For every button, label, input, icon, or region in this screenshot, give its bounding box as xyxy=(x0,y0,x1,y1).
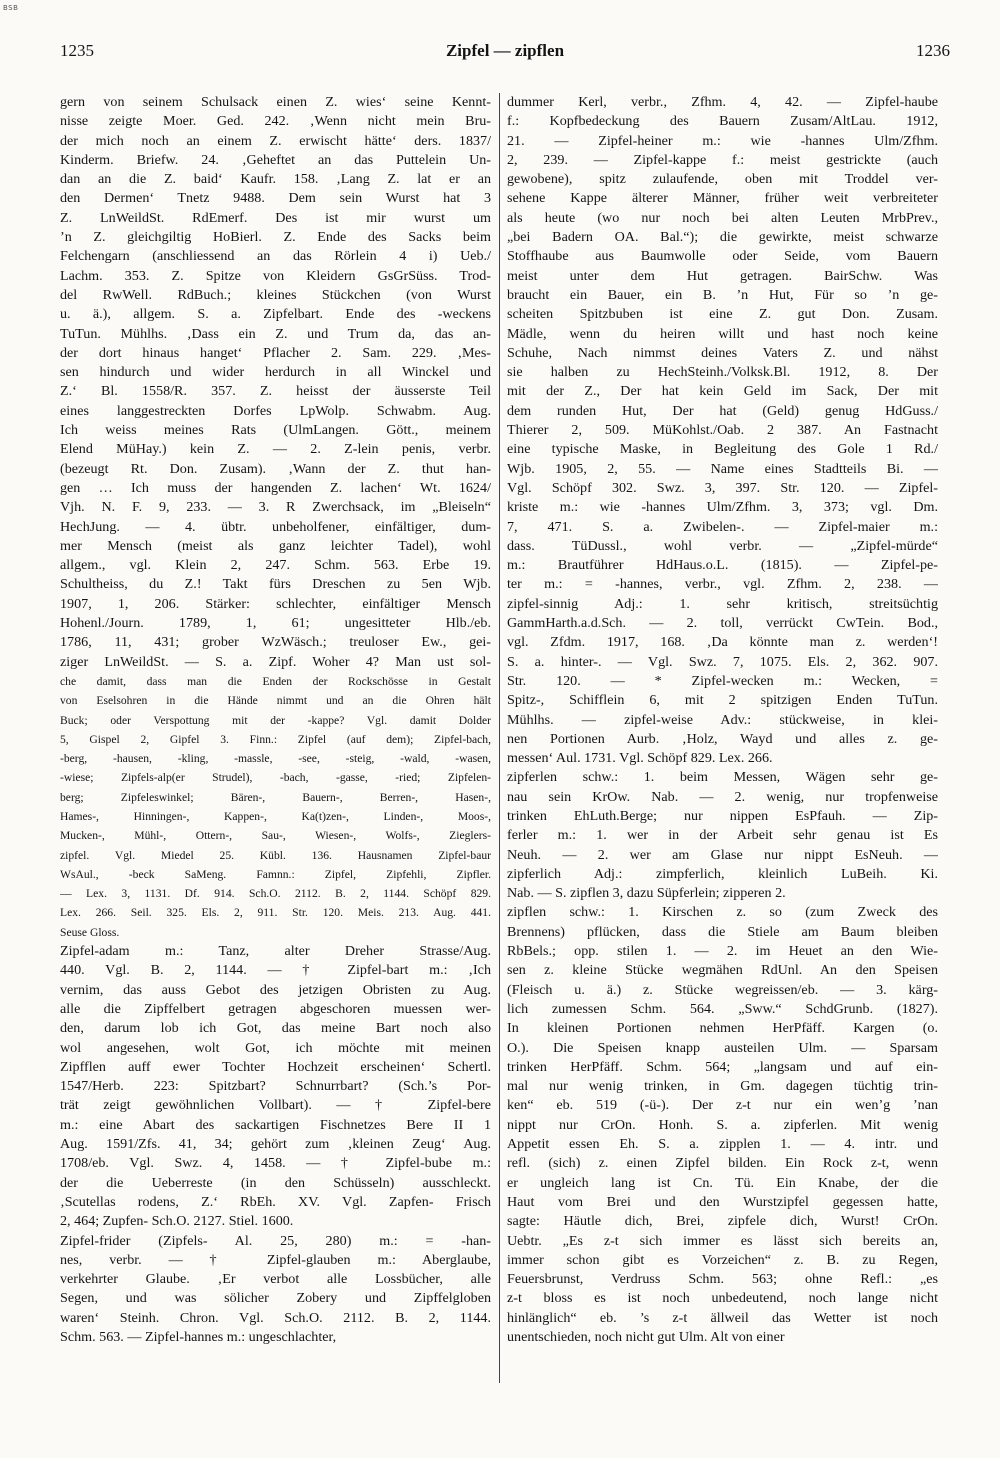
text-line: eines langgestreckten Dorfes LpWolp. Schwabm. Aug. xyxy=(60,402,491,419)
text-line: sie halben zu HechSteinh./Volksk.Bl. 1912, 8. Der xyxy=(507,364,938,381)
text-line: vernim, das auss Gebot des jetzigen Obristen zu Aug. xyxy=(60,981,491,998)
text-line: ’n Z. gleichgiltig HoBierl. Z. Ende des Sacks beim xyxy=(60,229,491,246)
text-line: Thierer 2, 509. MüKohlst./Oab. 2 387. An Fastnacht xyxy=(507,422,938,439)
text-line: 1786, 11, 431; grober WzWäsch.; treuloser Ew., gei- xyxy=(60,634,491,651)
text-line: alle die Zipffelbert getragen abgeschoren muessen wer- xyxy=(60,1000,491,1017)
text-line: den, darum lob ich Got, das meine Bart noch also xyxy=(60,1020,491,1037)
page-header xyxy=(60,41,950,67)
text-line: Elend MüHay.) kein Z. — 2. Z-lein penis, verbr. xyxy=(60,441,491,458)
text-line: dan an die Z. baid‘ Kaufr. 158. ‚Lang Z. lat er an xyxy=(60,171,491,188)
text-line: nau sein KrOw. Nab. — 2. wenig, nur tropfenweise xyxy=(507,788,938,805)
text-line: Mucken-, Mühl-, Ottern-, Sau-, Wiesen-, Wolfs-, Zieglers- xyxy=(60,829,491,843)
text-line: als heute (wo nur noch bei alten Leuten MrbPrev., xyxy=(507,209,938,226)
text-line: Str. 120. — * Zipfel-wecken m.: Wecken, = xyxy=(507,672,938,689)
text-line: zipfel. Vgl. Miedel 25. Kübl. 136. Hausnamen Zipfel-baur xyxy=(60,848,491,862)
text-line: wol angesehen, wolt Got, ich möchte mit meinen xyxy=(60,1039,491,1056)
text-line: gern von seinem Schulsack einen Z. wies‘ seine Kennt- xyxy=(60,94,491,110)
text-line: 2, 464; Zupfen- Sch.O. 2127. Stiel. 1600. xyxy=(60,1213,294,1230)
text-line: er ungleich lang ist Cn. Tü. Ein Knabe, der die xyxy=(507,1174,938,1191)
text-line: GammHarth.a.d.Sch. — 2. toll, verrückt CwTein. Bod., xyxy=(507,615,938,632)
text-line: nisse zeigte Moer. Ged. 242. ‚Wenn nicht mein Bru- xyxy=(60,113,491,130)
text-line: WsAul., -beck SaMeng. Famnn.: Zipfel, Zipfehli, Zipfler. xyxy=(60,867,491,881)
text-line: 440. Vgl. B. 2, 1144. — † Zipfel-bart m.: ‚Ich xyxy=(60,962,491,979)
text-line: Hames-, Hinningen-, Kappen-, Ka(t)zen-, Linden-, Moos-, xyxy=(60,809,491,823)
text-line: immer schon gibt es Vorzeichen“ z. B. zu Regen, xyxy=(507,1251,938,1268)
text-line: Schm. 563. — Zipfel-hannes m.: ungeschlachter, xyxy=(60,1329,337,1345)
text-line: scheiten Spitzbuben ist eine Z. gut Don. Zusam. xyxy=(507,306,938,323)
text-line: In kleinen Portionen nehmen HerPfäff. Kargen (o. xyxy=(507,1020,938,1037)
text-line: m.: Brautführer HdHaus.o.L. (1815). — Zipfel-pe- xyxy=(507,557,938,574)
text-line: zipferlich Adj.: zimpferlich, kleinlich LuBeih. Ki. xyxy=(507,865,938,882)
text-line: 1907, 1, 206. Stärker: schlechter, einfältiger Mensch xyxy=(60,595,491,612)
text-line: gewobene), spitz zulaufende, oben mit Troddel ver- xyxy=(507,171,938,188)
text-line: Z. LnWeildSt. RdEmerf. Des ist mir wurst um xyxy=(60,209,491,226)
text-line: Haut vom Brei und den Wurstzipfel gegessen hatte, xyxy=(507,1193,938,1210)
text-line: ferler m.: 1. wer in der Arbeit sehr genau ist Es xyxy=(507,827,938,844)
text-line: unentschieden, noch nicht gut Ulm. Alt von einer xyxy=(507,1329,785,1345)
text-line: vgl. Zfdm. 1917, 168. ‚Da könnte man z. werden‘! xyxy=(507,634,938,651)
text-line: der mich noch an einem Z. erwischt hätte‘ ders. 1837/ xyxy=(60,132,491,149)
text-line: trinken EhLuth.Berge; nur nippen EsPfauh. — Zip- xyxy=(507,807,938,824)
text-line: Kinderm. Briefw. 24. ‚Geheftet an das Puttelein Un- xyxy=(60,151,491,168)
text-line: Mühlhs. — zipfel-weise Adv.: stückweise, in klei- xyxy=(507,711,938,728)
text-line: braucht ein Bauer, ein B. ’n Hut, Für so ’n ge- xyxy=(507,286,938,303)
left-column xyxy=(60,93,491,1347)
text-line: TuTun. Mühlhs. ‚Dass ein Z. und Trum da, das an- xyxy=(60,325,491,342)
text-line: Feuersbrunst, Verdruss Schm. 563; ohne Refl.: „es xyxy=(507,1271,938,1288)
text-line: Aug. 1591/Zfs. 41, 34; gehört zum ‚kleinen Zeug‘ Aug. xyxy=(60,1136,491,1153)
text-line: Neuh. — 2. wer am Glase nur nippt EsNeuh. — xyxy=(507,846,938,863)
text-line: m.: eine Abart des sackartigen Fischnetzes Bere II 1 xyxy=(60,1116,491,1133)
text-line: zipfel-sinnig Adj.: 1. sehr kritisch, streitsüchtig xyxy=(507,595,938,612)
text-line: Zipfel-adam m.: Tanz, alter Dreher Strasse/Aug. xyxy=(60,943,491,960)
text-line: allgem., vgl. Klein 2, 247. Schm. 563. Erbe 19. xyxy=(60,557,491,574)
text-line: Hohenl./Journ. 1789, 1, 61; ungesitteter Hlb./eb. xyxy=(60,615,491,632)
text-line: meist unter dem Hut getragen. BairSchw. Was xyxy=(507,267,938,284)
text-line: den Dermen‘ Tnetz 9488. Dem sein Wurst hat 3 xyxy=(60,190,491,207)
text-line: Buck; oder Verspottung mit der -kappe? Vgl. damit Dolder xyxy=(60,713,491,727)
text-line: Uebtr. „Es z-t sich immer es lässt sich bereits an, xyxy=(507,1232,938,1249)
page-number-left: 1235 xyxy=(60,41,94,60)
text-line: mal nur wenig trinken, in Gm. dagegen tüchtig trin- xyxy=(507,1078,938,1095)
text-line: von Eselsohren in die Hände nimmt und an die Ohren hält xyxy=(60,694,491,708)
text-line: S. a. hinter-. — Vgl. Swz. 7, 1075. Els. 2, 362. 907. xyxy=(507,653,938,670)
text-line: Mädle, wenn du heiren willt und hast noch keine xyxy=(507,325,938,342)
text-line: dummer Kerl, verbr., Zfhm. 4, 42. — Zipfel-haube xyxy=(507,94,938,110)
text-line: u. ä.), allgem. S. a. Zipfelbart. Ende des -weckens xyxy=(60,306,491,323)
library-stamp: BSB xyxy=(3,4,19,12)
text-line: lich zumessen Schm. 564. „Sww.“ SchdGrunb. (1827). xyxy=(507,1000,938,1017)
text-line: verkehrter Glaube. ‚Er verbot alle Lossbücher, alle xyxy=(60,1271,491,1288)
text-line: RbBels.; opp. stilen 1. — 2. im Heuet an den Wie- xyxy=(507,943,938,960)
text-line: refl. (sich) z. einen Zipfel bilden. Ein Rock z-t, wenn xyxy=(507,1155,938,1172)
text-line: Seuse Gloss. xyxy=(60,925,120,939)
text-line: sen hindurch und wider herdurch in all Winckel und xyxy=(60,364,491,381)
text-line: -berg, -hausen, -kling, -massle, -see, -steig, -wald, -wasen, xyxy=(60,752,491,766)
text-line: Vgl. Schöpf 302. Swz. 3, 397. Str. 120. — Zipfel- xyxy=(507,479,938,496)
text-line: z-t bloss es ist noch unbedeutend, noch lange nicht xyxy=(507,1290,938,1307)
text-line: Segen, und was sölicher Zobery und Zipffelgloben xyxy=(60,1290,491,1307)
page-number-right: 1236 xyxy=(916,41,950,60)
text-line: berg; Zipfeleswinkel; Bären-, Bauern-, Berren-, Hasen-, xyxy=(60,790,491,804)
text-line: (Fleisch u. ä.) z. Stücke wegreissen/eb. — 3. kärg- xyxy=(507,981,938,998)
text-line: eine typische Maske, in Begleitung des Gole 1 Rd./ xyxy=(507,441,938,458)
text-line: Stoffhaube aus Baumwolle oder Seide, vom Bauern xyxy=(507,248,938,265)
text-line: gen … Ich muss der hangenden Z. lachen‘ Wt. 1624/ xyxy=(60,479,491,496)
text-line: zipferlen schw.: 1. beim Messen, Wägen sehr ge- xyxy=(507,769,938,786)
text-line: 1708/eb. Vgl. Swz. 4, 1458. — † Zipfel-bube m.: xyxy=(60,1155,491,1172)
text-line: Appetit essen Eh. S. a. zipplen 1. — 4. intr. und xyxy=(507,1136,938,1153)
text-line: Schultheiss, du Z.! Takt fürs Dreschen zu 5en Wjb. xyxy=(60,576,491,593)
text-line: Zipfel-frider (Zipfels- Al. 25, 280) m.: = -han- xyxy=(60,1232,491,1249)
text-line: nes, verbr. — † Zipfel-glauben m.: Aberglaube, xyxy=(60,1251,491,1268)
text-line: nen Portionen Aurb. ‚Holz, Wayd und alles z. ge- xyxy=(507,730,938,747)
text-line: mit der Z., Der hat kein Geld im Sack, Der mit xyxy=(507,383,938,400)
running-title: Zipfel — zipflen xyxy=(445,41,565,60)
text-line: nippt nur CrOn. Honh. S. a. zipferlen. Mit wenig xyxy=(507,1116,938,1133)
text-line: trinken HerPfäff. Schm. 564; „langsam und auf ein- xyxy=(507,1058,938,1075)
text-line: messen‘ Aul. 1731. Vgl. Schöpf 829. Lex. 266. xyxy=(507,750,773,767)
column-divider xyxy=(499,93,500,1383)
text-line: -wiese; Zipfels-alp(er Strudel), -bach, -gasse, -ried; Zipfelen- xyxy=(60,771,491,785)
text-line: f.: Kopfbedeckung des Bauern Zusam/AltLau. 1912, xyxy=(507,113,938,130)
text-line: 2, 239. — Zipfel-kappe f.: meist gestrickte (auch xyxy=(507,151,938,168)
text-line: sen z. kleine Stücke wegmähen RdUnl. An den Speisen xyxy=(507,962,938,979)
text-line: trät zeigt gewöhnlichen Vollbart). — † Zipfel-bere xyxy=(60,1097,491,1114)
text-line: 5, Gispel 2, Gipfel 3. Finn.: Zipfel (auf dem); Zipfel-bach, xyxy=(60,732,491,746)
text-line: Vjh. N. F. 9, 233. — 3. R Zwerchsack, im „Bleiseln“ xyxy=(60,499,491,516)
text-line: der die Ueberreste (in den Schüsseln) ausschleckt. xyxy=(60,1174,491,1191)
text-line: ter m.: = -hannes, verbr., vgl. Zfhm. 2, 238. — xyxy=(507,576,938,593)
text-line: Schuhe, Nach nimmst deines Vaters Z. und nähst xyxy=(507,344,938,361)
text-line: 7, 471. S. a. Zwibelen-. — Zipfel-maier m.: xyxy=(507,518,938,535)
text-line: del RwWell. RdBuch.; kleines Stückchen (von Wurst xyxy=(60,286,491,303)
text-line: dass. TüDussl., wohl verbr. — „Zipfel-mürde“ xyxy=(507,537,938,554)
text-line: — Lex. 3, 1131. Df. 914. Sch.O. 2112. B. 2, 1144. Schöpf 829. xyxy=(60,887,491,901)
text-line: ‚Scutellas rodens, Z.‘ RbEh. XV. Vgl. Zapfen- Frisch xyxy=(60,1193,491,1210)
text-line: der dort hinaus hanget‘ Pflacher 2. Sam. 229. ‚Mes- xyxy=(60,344,491,361)
text-line: sagte: Häutle dich, Brei, zipfele dich, Wurst! CrOn. xyxy=(507,1213,938,1230)
text-line: Nab. — S. zipflen 3, dazu Süpferlein; zipperen 2. xyxy=(507,885,786,902)
text-line: waren‘ Steinh. Chron. Vgl. Sch.O. 2112. B. 2, 1144. xyxy=(60,1309,491,1326)
text-line: Felchengarn (anschliessend an das Rörlein 4 i) Ueb./ xyxy=(60,248,491,265)
text-line: O.). Die Speisen knapp austeilen Ulm. — Sparsam xyxy=(507,1039,938,1056)
text-line: ken“ eb. 519 (-ü-). Der z-t nur ein wen’g ’nan xyxy=(507,1097,938,1114)
text-line: Wjb. 1905, 2, 55. — Name eines Stadtteils Bi. — xyxy=(507,460,938,477)
text-line: mer Mensch (meist als ganz leichter Tadel), wohl xyxy=(60,537,491,554)
text-line: 21. — Zipfel-heiner m.: wie -hannes Ulm/Zfhm. xyxy=(507,132,938,149)
text-line: HechJung. — 4. übtr. unbeholfener, einfältiger, dum- xyxy=(60,518,491,535)
text-line: zipflen schw.: 1. Kirschen z. so (zum Zweck des xyxy=(507,904,938,921)
text-line: Spitz-, Schifflein 6, mit 2 spitzigen Enden TuTun. xyxy=(507,692,938,709)
text-line: Z.‘ Bl. 1558/R. 357. Z. heisst der äusserste Teil xyxy=(60,383,491,400)
text-line: Zipfflen auff ewer Tochter Hochzeit erscheinen‘ Schertl. xyxy=(60,1058,491,1075)
text-line: dem runden Hut, Der hat (Geld) genug HdGuss./ xyxy=(507,402,938,419)
right-column xyxy=(507,93,938,1347)
text-line: che damit, dass man die Enden der Rockschösse in Gestalt xyxy=(60,674,491,688)
text-line: sehene Kappe älterer Männer, früher weit verbreiteter xyxy=(507,190,938,207)
text-line: kriste m.: wie -hannes Ulm/Zfhm. 3, 373; vgl. Dm. xyxy=(507,499,938,516)
text-line: „bei Badern OA. Bal.“); die gewirkte, meist schwarze xyxy=(507,229,938,246)
text-line: (bezeugt Rt. Don. Zusam). ‚Wann der Z. thut han- xyxy=(60,460,491,477)
text-line: 1547/Herb. 223: Spitzbart? Schnurrbart? (Sch.’s Por- xyxy=(60,1078,491,1095)
text-line: Lex. 266. Seil. 325. Els. 2, 911. Str. 120. Meis. 213. Aug. 441. xyxy=(60,906,491,920)
text-line: Ich weiss meines Rats (UlmLangen. Gött., meinem xyxy=(60,422,491,439)
text-line: Lachm. 353. Z. Spitze von Kleidern GsGrSüss. Trod- xyxy=(60,267,491,284)
text-line: Brennens) pflücken, dass die Stiele am Baum bleiben xyxy=(507,923,938,940)
text-line: hinlänglich“ eb. ’s z-t ällweil das Wetter ist noch xyxy=(507,1309,938,1326)
text-line: ziger LnWeildSt. — S. a. Zipf. Woher 4? Man ust sol- xyxy=(60,653,491,670)
